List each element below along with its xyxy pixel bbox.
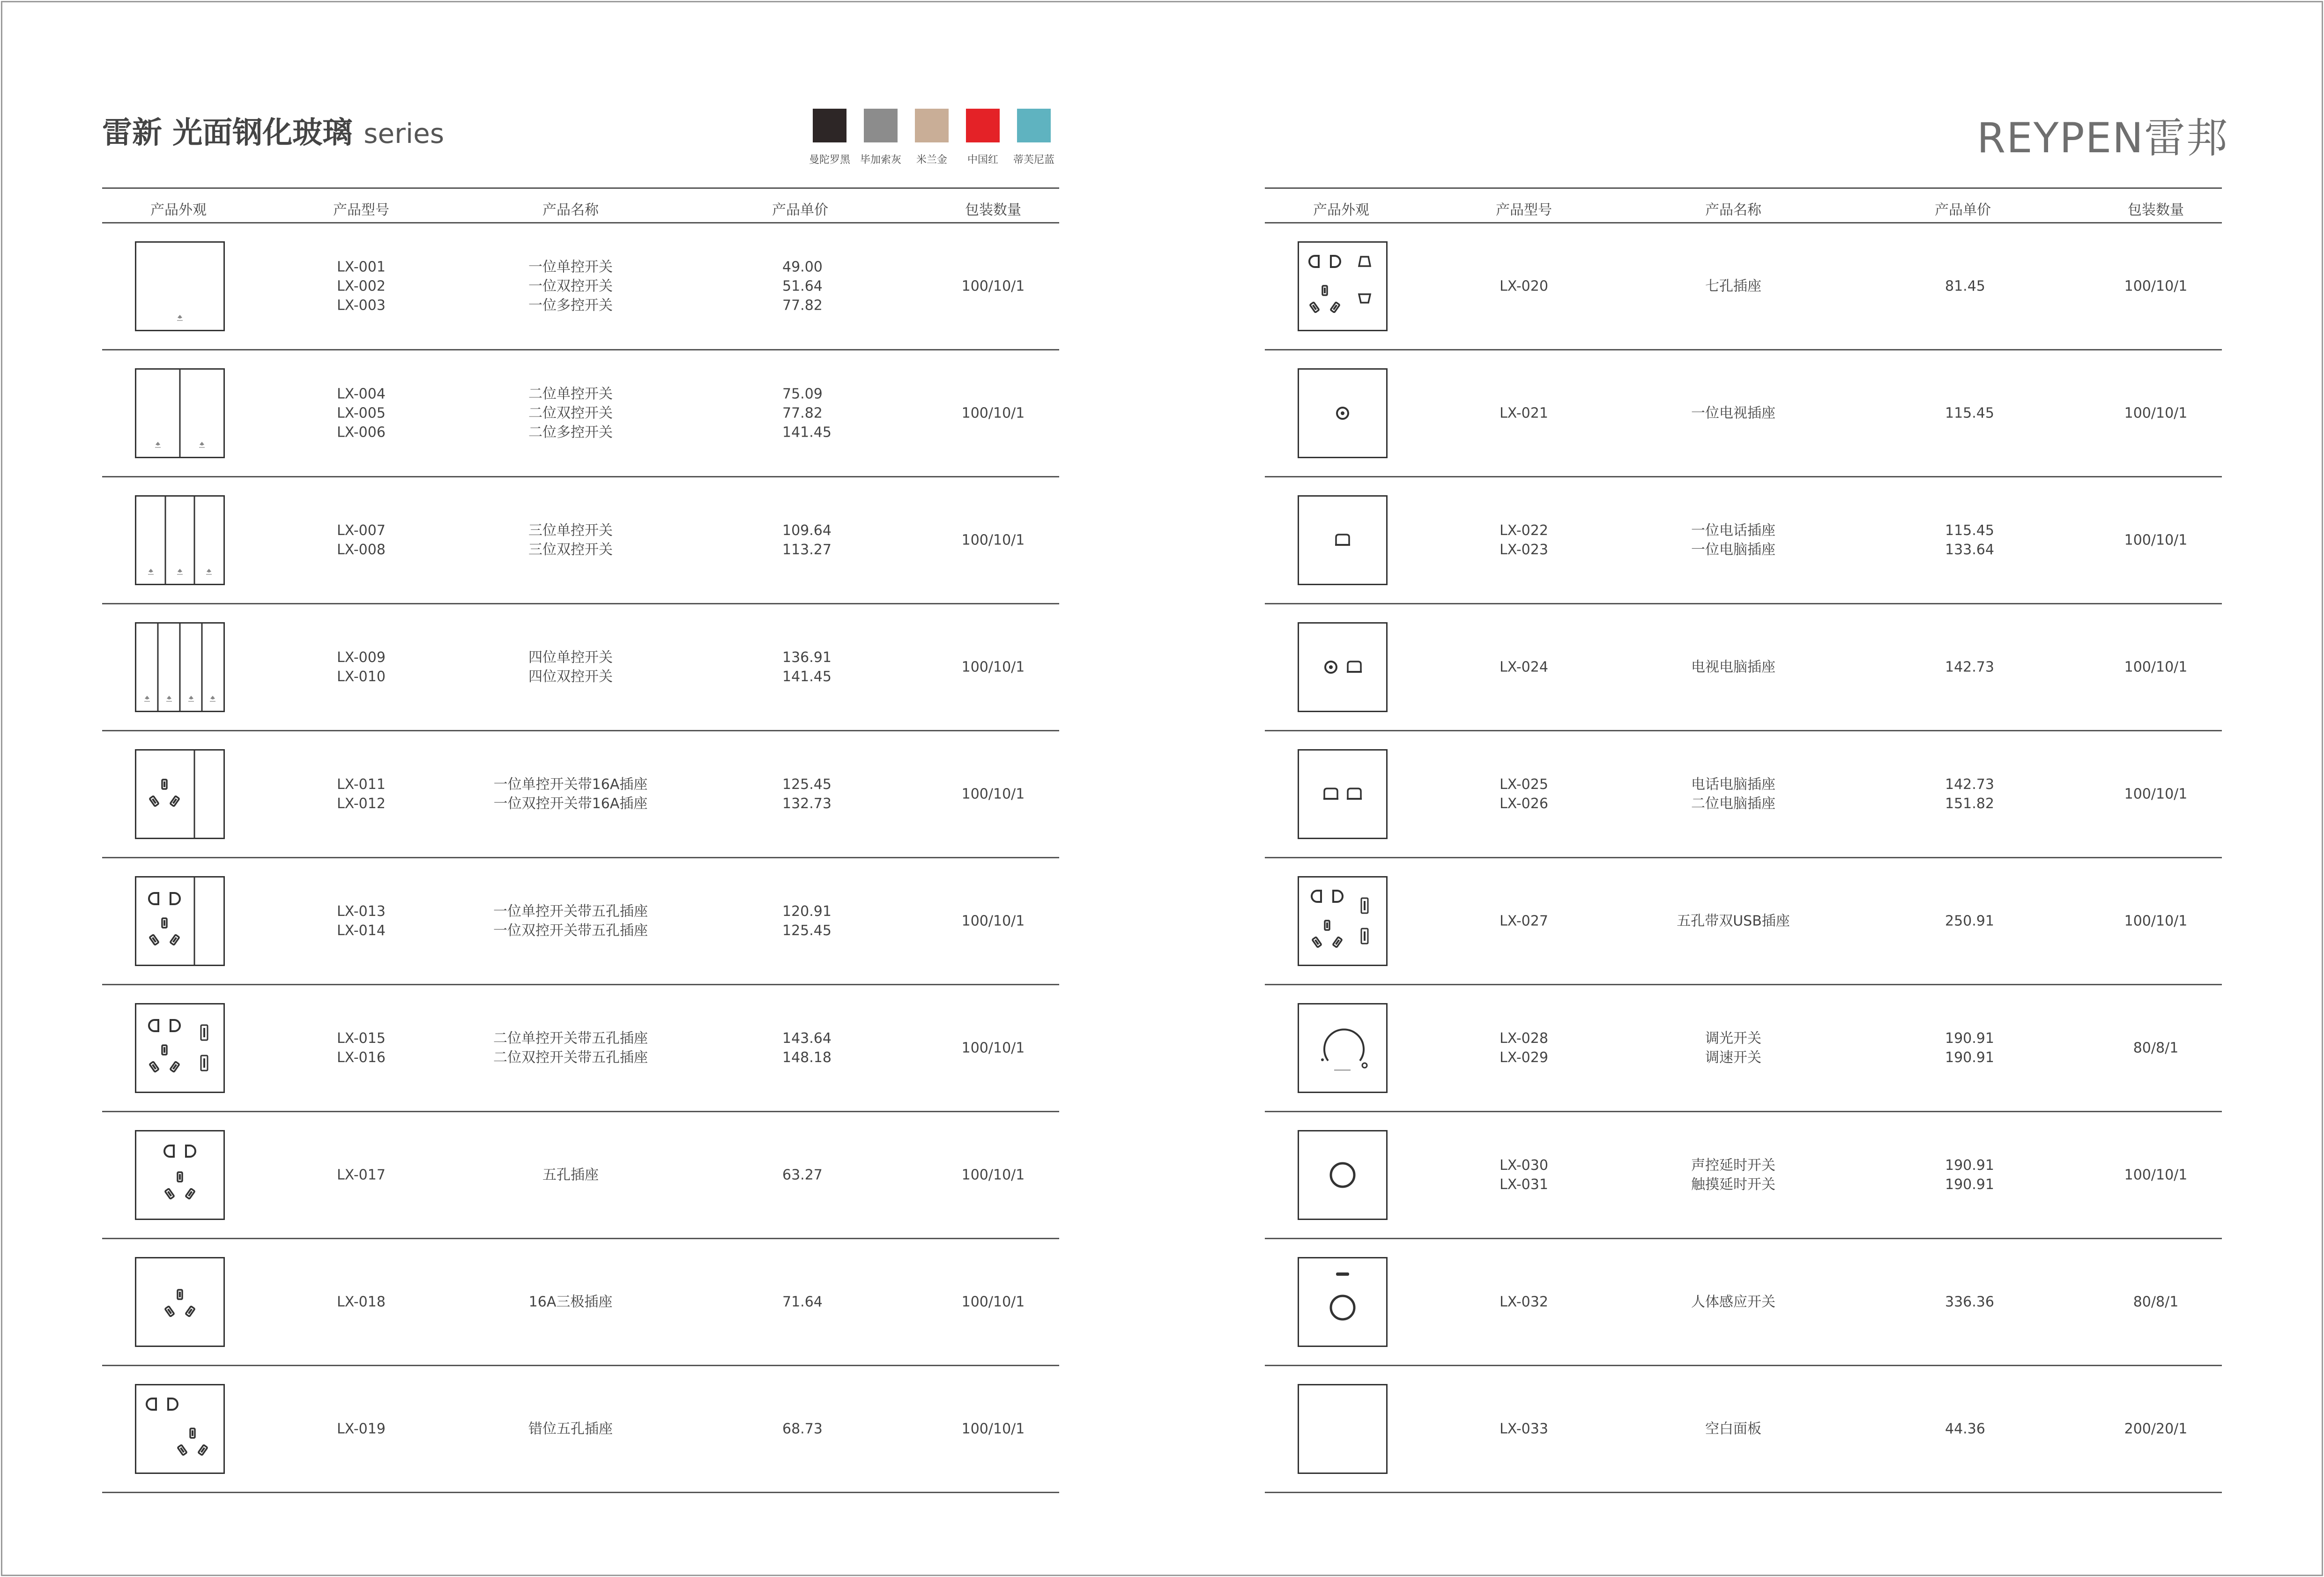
product-name [1691, 1156, 1775, 1194]
product-model [1500, 1293, 1548, 1312]
product-model-line: LX-011 [337, 776, 386, 793]
product-price-line: 68.73 [782, 1421, 823, 1437]
product-model-line: LX-015 [337, 1030, 386, 1047]
product-price-line: 51.64 [782, 278, 823, 295]
color-swatch-chip [813, 109, 846, 142]
product-name [1705, 1420, 1761, 1439]
product-model-line: LX-017 [337, 1167, 386, 1183]
product-image [1298, 241, 1388, 331]
column-header: 包装数量 [2128, 202, 2184, 218]
product-image [135, 1130, 225, 1220]
switch-1-panel-icon [135, 241, 225, 331]
product-pack: 100/10/1 [961, 1294, 1025, 1310]
product-model-line: LX-031 [1500, 1176, 1548, 1193]
product-price-line: 115.45 [1945, 522, 1994, 539]
product-image [135, 1003, 225, 1093]
product-name-line: 二位单控开关带五孔插座 [493, 1030, 648, 1047]
product-name-line: 错位五孔插座 [528, 1421, 613, 1437]
product-price-line: 120.91 [782, 903, 832, 920]
product-model-line: LX-018 [337, 1294, 386, 1310]
product-name [528, 521, 613, 559]
product-name [1691, 521, 1775, 559]
product-model [337, 1420, 386, 1439]
product-price-line: 44.36 [1945, 1421, 1985, 1437]
product-name [1705, 277, 1761, 296]
product-price-line: 142.73 [1945, 776, 1994, 793]
product-name [529, 1293, 613, 1312]
table-row [102, 477, 1059, 604]
product-table-right [1265, 187, 2222, 1493]
color-swatch [906, 109, 958, 166]
table-row [102, 1366, 1059, 1493]
color-swatch-chip [864, 109, 898, 142]
product-price [1945, 1293, 1994, 1312]
product-image [1298, 1130, 1388, 1220]
product-price-line: 75.09 [782, 386, 823, 402]
product-model-line: LX-013 [337, 903, 386, 920]
product-model [337, 258, 386, 315]
color-swatch-label: 中国红 [967, 154, 998, 166]
product-image [135, 1257, 225, 1347]
product-pack: 100/10/1 [961, 278, 1025, 295]
product-name-line: 一位双控开关 [528, 278, 613, 295]
product-image [1298, 495, 1388, 585]
product-image [1298, 1257, 1388, 1347]
column-header: 包装数量 [965, 202, 1021, 218]
product-price [782, 1166, 823, 1185]
product-price [782, 258, 823, 315]
product-name-line: 三位单控开关 [528, 522, 613, 539]
product-model [337, 775, 386, 813]
color-swatch-label: 米兰金 [916, 154, 947, 166]
product-name-line: 16A三极插座 [528, 1294, 613, 1310]
product-price-line: 81.45 [1945, 278, 1985, 295]
product-price-line: 190.91 [1945, 1049, 1994, 1066]
product-name [528, 648, 613, 686]
product-price [1945, 277, 1985, 296]
product-name-line: 七孔插座 [1705, 278, 1761, 295]
product-name-line: 二位多控开关 [528, 424, 613, 441]
product-model-line: LX-005 [337, 405, 386, 422]
product-price [782, 521, 832, 559]
product-pack: 100/10/1 [2124, 532, 2188, 549]
product-price [782, 1420, 823, 1439]
series-label: series [364, 118, 445, 149]
product-model [1500, 404, 1548, 423]
product-name [1691, 775, 1775, 813]
color-swatch-chip [1017, 109, 1051, 142]
product-price-line: 77.82 [782, 405, 823, 422]
product-image [1298, 1003, 1388, 1093]
product-pack: 80/8/1 [2133, 1040, 2179, 1056]
socket-5hole-panel-icon [135, 1130, 225, 1220]
column-header: 产品型号 [333, 202, 389, 218]
socket-16a-panel-icon [135, 1257, 225, 1347]
product-price-line: 190.91 [1945, 1176, 1994, 1193]
table-header [102, 187, 1059, 223]
product-price-line: 71.64 [782, 1294, 823, 1310]
product-image [135, 241, 225, 331]
product-name [528, 385, 613, 442]
product-model [337, 385, 386, 442]
product-image [135, 876, 225, 966]
product-pack: 200/20/1 [2124, 1421, 2188, 1437]
product-name [542, 1166, 599, 1185]
switch-2-panel-icon [135, 368, 225, 458]
brand-logo-text: REYPEN雷邦 [1977, 114, 2228, 162]
product-price-line: 141.45 [782, 669, 832, 685]
product-price-line: 143.64 [782, 1030, 832, 1047]
product-name-line: 一位单控开关 [528, 259, 613, 275]
product-model-line: LX-004 [337, 386, 386, 402]
product-name-line: 一位电话插座 [1691, 522, 1775, 539]
tv-panel-icon [1298, 368, 1388, 458]
product-price-line: 125.45 [782, 776, 832, 793]
product-pack: 100/10/1 [2124, 278, 2188, 295]
table-row [102, 1112, 1059, 1239]
color-swatch-chip [915, 109, 949, 142]
column-header: 产品名称 [542, 202, 599, 218]
product-model-line: LX-014 [337, 922, 386, 939]
ring-panel-icon [1298, 1130, 1388, 1220]
product-price-line: 132.73 [782, 796, 832, 812]
table-row [1265, 350, 2222, 477]
product-name-line: 调光开关 [1705, 1030, 1761, 1047]
product-name-line: 一位双控开关带五孔插座 [493, 922, 648, 939]
product-price-line: 136.91 [782, 649, 832, 666]
color-swatch-chip [966, 109, 1000, 142]
product-model-line: LX-023 [1500, 542, 1548, 558]
product-price [782, 902, 832, 940]
product-model-line: LX-016 [337, 1049, 386, 1066]
table-row [102, 604, 1059, 731]
product-name-line: 四位双控开关 [528, 669, 613, 685]
product-price-line: 141.45 [782, 424, 832, 441]
table-row [102, 731, 1059, 858]
product-name-line: 二位电脑插座 [1691, 796, 1775, 812]
product-model-line: LX-029 [1500, 1049, 1548, 1066]
product-model-line: LX-021 [1500, 405, 1548, 422]
switch-5hole-panel-icon [135, 876, 225, 966]
product-model [337, 1293, 386, 1312]
product-name [493, 1029, 648, 1067]
product-image [1298, 749, 1388, 839]
sensor-panel-icon [1298, 1257, 1388, 1347]
color-swatch [957, 109, 1009, 166]
product-model [1500, 658, 1548, 677]
product-model-line: LX-001 [337, 259, 386, 275]
column-header: 产品型号 [1496, 202, 1552, 218]
product-image [135, 1384, 225, 1474]
product-pack: 100/10/1 [961, 532, 1025, 549]
product-price-line: 77.82 [782, 297, 823, 314]
product-price-line: 336.36 [1945, 1294, 1994, 1310]
product-pack: 100/10/1 [961, 913, 1025, 930]
product-table-left [102, 187, 1059, 1493]
product-name-line: 一位电视插座 [1691, 405, 1775, 422]
product-price [1945, 404, 1994, 423]
table-row [102, 858, 1059, 985]
product-name-line: 电话电脑插座 [1691, 776, 1775, 793]
product-price [782, 385, 832, 442]
product-name-line: 二位双控开关 [528, 405, 613, 422]
product-price-line: 115.45 [1945, 405, 1994, 422]
product-model [1500, 1029, 1548, 1067]
product-name [1691, 658, 1775, 677]
product-image [135, 749, 225, 839]
color-swatch [855, 109, 906, 166]
table-row [1265, 1112, 2222, 1239]
page-title: 雷新 光面钢化玻璃 series [102, 116, 445, 150]
product-name-line: 人体感应开关 [1691, 1294, 1775, 1310]
product-name-line: 一位单控开关带五孔插座 [493, 903, 648, 920]
product-model-line: LX-008 [337, 542, 386, 558]
product-price [1945, 521, 1994, 559]
product-model [1500, 277, 1548, 296]
product-model-line: LX-033 [1500, 1421, 1548, 1437]
product-name-line: 声控延时开关 [1691, 1157, 1775, 1174]
table-row [1265, 858, 2222, 985]
product-pack: 100/10/1 [961, 659, 1025, 676]
product-price [1945, 1029, 1994, 1067]
product-model [1500, 1156, 1548, 1194]
product-image [1298, 622, 1388, 712]
product-model [337, 902, 386, 940]
product-image [135, 622, 225, 712]
product-model [1500, 521, 1548, 559]
socket-7hole-panel-icon [1298, 241, 1388, 331]
usb-panel-icon [1298, 876, 1388, 966]
product-price [782, 1293, 823, 1312]
product-model-line: LX-010 [337, 669, 386, 685]
product-price-line: 142.73 [1945, 659, 1994, 676]
product-pack: 100/10/1 [2124, 1167, 2188, 1183]
product-name [528, 1420, 613, 1439]
color-swatch-label: 曼陀罗黑 [809, 154, 850, 166]
table-row [1265, 223, 2222, 350]
product-price [782, 648, 832, 686]
product-pack: 80/8/1 [2133, 1294, 2179, 1310]
product-pack: 100/10/1 [2124, 913, 2188, 930]
product-price-line: 49.00 [782, 259, 823, 275]
product-pack: 100/10/1 [961, 1167, 1025, 1183]
product-name-line: 一位双控开关带16A插座 [493, 796, 648, 812]
product-model [337, 648, 386, 686]
table-row [102, 350, 1059, 477]
column-header: 产品单价 [772, 202, 828, 218]
product-name-line: 空白面板 [1705, 1421, 1761, 1437]
product-image [135, 495, 225, 585]
column-header: 产品名称 [1705, 202, 1761, 218]
product-model-line: LX-026 [1500, 796, 1548, 812]
product-model-line: LX-032 [1500, 1294, 1548, 1310]
product-name-line: 二位双控开关带五孔插座 [493, 1049, 648, 1066]
product-pack: 100/10/1 [961, 1421, 1025, 1437]
product-model-line: LX-019 [337, 1421, 386, 1437]
product-model [337, 521, 386, 559]
product-name [1691, 1293, 1775, 1312]
product-model-line: LX-028 [1500, 1030, 1548, 1047]
product-model-line: LX-006 [337, 424, 386, 441]
product-name-line: 二位单控开关 [528, 386, 613, 402]
table-row [1265, 477, 2222, 604]
table-row [102, 223, 1059, 350]
color-swatch-label: 毕加索灰 [860, 154, 901, 166]
product-model-line: LX-007 [337, 522, 386, 539]
switch-4-panel-icon [135, 622, 225, 712]
product-price-line: 133.64 [1945, 542, 1994, 558]
pc-2-panel-icon [1298, 749, 1388, 839]
product-model-line: LX-020 [1500, 278, 1548, 295]
product-price [782, 775, 832, 813]
product-price-line: 113.27 [782, 542, 832, 558]
product-name [493, 902, 648, 940]
product-name-line: 一位电脑插座 [1691, 542, 1775, 558]
product-price-line: 190.91 [1945, 1030, 1994, 1047]
column-header: 产品单价 [1935, 202, 1991, 218]
product-price-line: 151.82 [1945, 796, 1994, 812]
product-name [1691, 404, 1775, 423]
product-name-line: 五孔插座 [542, 1167, 599, 1183]
product-price-line: 250.91 [1945, 913, 1994, 930]
table-row [102, 985, 1059, 1112]
table-header [1265, 187, 2222, 223]
table-row [1265, 985, 2222, 1112]
table-row [1265, 1366, 2222, 1493]
product-model [337, 1029, 386, 1067]
product-price [1945, 1420, 1985, 1439]
product-model-line: LX-024 [1500, 659, 1548, 676]
color-swatch-label: 蒂芙尼蓝 [1013, 154, 1054, 166]
product-name-line: 五孔带双USB插座 [1677, 913, 1790, 930]
table-row [1265, 1239, 2222, 1366]
product-model [337, 1166, 386, 1185]
product-model-line: LX-025 [1500, 776, 1548, 793]
product-name-line: 四位单控开关 [528, 649, 613, 666]
product-price-line: 148.18 [782, 1049, 832, 1066]
product-model [1500, 912, 1548, 931]
product-price [1945, 912, 1994, 931]
product-pack: 100/10/1 [2124, 786, 2188, 803]
table-row [1265, 731, 2222, 858]
product-image [1298, 1384, 1388, 1474]
product-name-line: 电视电脑插座 [1691, 659, 1775, 676]
product-price-line: 190.91 [1945, 1157, 1994, 1174]
product-pack: 100/10/1 [961, 786, 1025, 803]
product-model-line: LX-002 [337, 278, 386, 295]
product-model-line: LX-009 [337, 649, 386, 666]
product-model-line: LX-027 [1500, 913, 1548, 930]
product-name-line: 调速开关 [1705, 1049, 1761, 1066]
switch-16a-panel-icon [135, 749, 225, 839]
color-swatch [1008, 109, 1060, 166]
product-name-line: 触摸延时开关 [1691, 1176, 1775, 1193]
product-name [494, 775, 648, 813]
product-price [1945, 775, 1994, 813]
socket-offset-panel-icon [135, 1384, 225, 1474]
product-model-line: LX-030 [1500, 1157, 1548, 1174]
dimmer-panel-icon [1298, 1003, 1388, 1093]
product-price-line: 125.45 [782, 922, 832, 939]
table-row [1265, 604, 2222, 731]
product-pack: 100/10/1 [961, 1040, 1025, 1056]
product-image [135, 368, 225, 458]
tv-pc-panel-icon [1298, 622, 1388, 712]
product-model-line: LX-012 [337, 796, 386, 812]
product-model-line: LX-003 [337, 297, 386, 314]
product-name-line: 一位多控开关 [528, 297, 613, 314]
switch-3-panel-icon [135, 495, 225, 585]
product-model [1500, 775, 1548, 813]
product-price [1945, 1156, 1994, 1194]
product-name-line: 三位双控开关 [528, 542, 613, 558]
color-swatches [804, 109, 1060, 170]
table-row [102, 1239, 1059, 1366]
product-pack: 100/10/1 [2124, 659, 2188, 676]
product-name [1677, 912, 1790, 931]
brand-logo [1977, 105, 2228, 162]
product-model [1500, 1420, 1548, 1439]
product-image [1298, 876, 1388, 966]
product-name [1705, 1029, 1761, 1067]
phone-panel-icon [1298, 495, 1388, 585]
switch2-5hole-panel-icon [135, 1003, 225, 1093]
product-name [528, 258, 613, 315]
product-pack: 100/10/1 [2124, 405, 2188, 422]
product-price [782, 1029, 832, 1067]
product-price-line: 63.27 [782, 1167, 823, 1183]
product-image [1298, 368, 1388, 458]
column-header: 产品外观 [1313, 202, 1369, 218]
blank-panel-icon [1298, 1384, 1388, 1474]
product-name-line: 一位单控开关带16A插座 [493, 776, 648, 793]
color-swatch [804, 109, 855, 166]
product-price [1945, 658, 1994, 677]
product-price-line: 109.64 [782, 522, 832, 539]
product-pack: 100/10/1 [961, 405, 1025, 422]
column-header: 产品外观 [150, 202, 207, 218]
product-model-line: LX-022 [1500, 522, 1548, 539]
